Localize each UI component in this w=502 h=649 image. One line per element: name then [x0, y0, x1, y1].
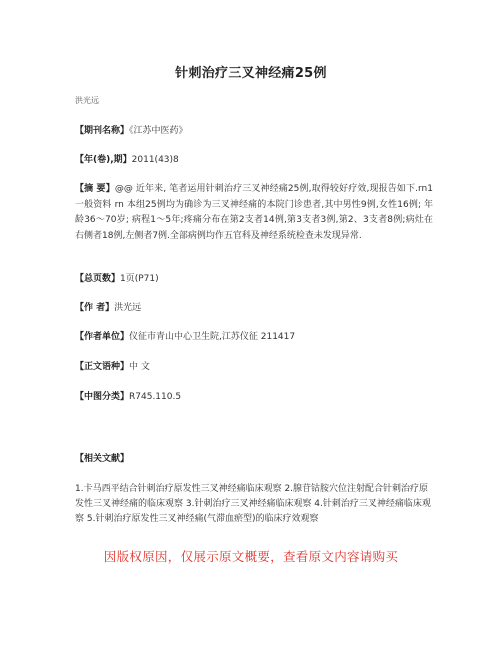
pages-value: 1页(P71): [120, 274, 159, 284]
abstract-label: 【摘 要】: [75, 184, 115, 194]
classification-label: 【中图分类】: [75, 392, 130, 402]
pages-field: [75, 273, 159, 286]
document-title: 针刺治疗三叉神经痛25例: [175, 66, 327, 81]
related-label: 【相关文献】: [75, 454, 130, 464]
affiliation-field: [75, 331, 295, 344]
authors-field: [75, 302, 141, 315]
year-issue-field: [75, 154, 179, 167]
language-field: [75, 361, 150, 374]
author-byline: 洪光远: [75, 96, 99, 105]
classification-field: [75, 391, 181, 404]
abstract-value: @@ 近年来, 笔者运用针刺治疗三叉神经痛25例,取得较好疗效,现报告如下.rn1 一般资料 rn 本组25例均为确诊为三叉神经痛的本院门诊患者,其中男性9例,女性16例; 年龄36～70岁; 病程1～5年;疼痛分布在第2支者14例,第3支者3例,第2、3支者8例;病灶在右侧者18例,左侧者7例.全部病例均作五官科及神经系统检查未发现异常.: [75, 184, 433, 241]
related-header: [75, 453, 129, 466]
abstract-field: [75, 182, 433, 244]
journal-label: 【期刊名称】: [75, 126, 130, 136]
language-label: 【正文语种】: [75, 362, 130, 372]
year-issue-label: 【年(卷),期】: [75, 155, 132, 165]
authors-label: 【作 者】: [75, 303, 115, 313]
year-issue-value: 2011(43)8: [131, 155, 179, 165]
affiliation-label: 【作者单位】: [75, 332, 130, 342]
copyright-notice: 因版权原因，仅展示原文概要，查看原文内容请购买: [103, 549, 399, 564]
journal-value: 《江苏中医药》: [129, 126, 188, 136]
authors-value: 洪光远: [114, 303, 142, 313]
language-value: 中 文: [129, 362, 150, 372]
related-list: 1.卡马西平结合针刺治疗原发性三叉神经痛临床观察 2.腺苷钴胺穴位注射配合针刺治疗原发性三叉神经痛的临床观察 3.针刺治疗三叉神经痛临床观察 4.针刺治疗三叉神经痛临床观察 5.针刺治疗原发性三叉神经痛(气滞血瘀型)的临床疗效观察: [75, 484, 431, 524]
classification-value: R745.110.5: [129, 392, 182, 402]
affiliation-value: 仪征市青山中心卫生院,江苏仪征 211417: [129, 332, 296, 342]
pages-label: 【总页数】: [75, 274, 121, 284]
journal-field: [75, 125, 188, 138]
